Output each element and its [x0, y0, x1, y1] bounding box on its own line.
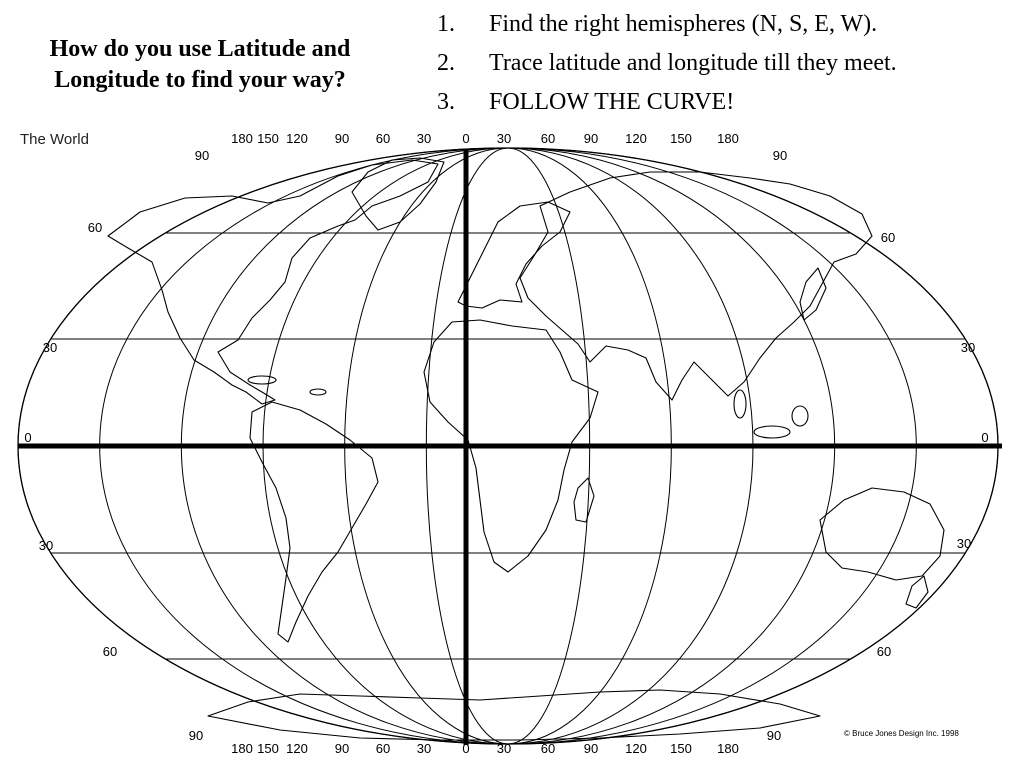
- step-item: [437, 8, 897, 47]
- longitude-label: 150: [670, 741, 692, 756]
- greenland-outline: [352, 158, 444, 230]
- north-america-outline: [108, 160, 438, 404]
- step-text: FOLLOW THE CURVE!: [489, 89, 735, 115]
- longitude-label: 180: [231, 741, 253, 756]
- south-america-outline: [250, 402, 378, 642]
- slide-title: How do you use Latitude and Longitude to find your way?: [49, 36, 351, 93]
- latitude-label: 60: [102, 644, 118, 659]
- longitude-label: 30: [416, 741, 432, 756]
- island-outline: [734, 390, 746, 418]
- step-number: 3.: [437, 89, 455, 115]
- longitude-label: 120: [286, 131, 308, 146]
- island-outline: [754, 426, 790, 438]
- map-title: The World: [20, 131, 89, 148]
- longitude-label: 180: [231, 131, 253, 146]
- corner-label: 90: [194, 148, 210, 163]
- longitude-label: 90: [583, 131, 599, 146]
- longitude-label: 150: [257, 131, 279, 146]
- madagascar-outline: [574, 478, 594, 522]
- longitude-label: 30: [416, 131, 432, 146]
- latitude-label: 30: [42, 340, 58, 355]
- island-outline: [792, 406, 808, 426]
- longitude-label: 0: [462, 741, 470, 756]
- step-text: Find the right hemispheres (N, S, E, W).: [489, 11, 878, 37]
- longitude-label: 60: [540, 741, 556, 756]
- longitude-label: 180: [717, 131, 739, 146]
- step-item: [437, 47, 897, 86]
- corner-label: 90: [766, 728, 782, 743]
- step-item: [437, 86, 897, 125]
- island-outline: [248, 376, 276, 384]
- longitude-label: 150: [257, 741, 279, 756]
- latitude-label: 30: [956, 536, 972, 551]
- longitude-label: 180: [717, 741, 739, 756]
- longitude-label: 60: [375, 131, 391, 146]
- latitude-label: 60: [87, 220, 103, 235]
- step-number: 2.: [437, 50, 455, 76]
- longitude-label: 0: [462, 131, 470, 146]
- longitude-label: 30: [496, 741, 512, 756]
- europe-outline: [458, 202, 570, 308]
- step-number: 1.: [437, 11, 455, 37]
- latitude-label: 30: [38, 538, 54, 553]
- latitude-label: 0: [24, 430, 32, 445]
- longitude-label: 150: [670, 131, 692, 146]
- longitude-label: 120: [625, 131, 647, 146]
- longitude-label: 30: [496, 131, 512, 146]
- latitude-label: 60: [880, 230, 896, 245]
- island-outline: [310, 389, 326, 395]
- latitude-label: 30: [960, 340, 976, 355]
- steps-list: [437, 8, 897, 125]
- latitude-label: 60: [876, 644, 892, 659]
- asia-outline: [520, 172, 872, 400]
- longitude-label: 60: [375, 741, 391, 756]
- map-credit: © Bruce Jones Design Inc. 1998: [844, 729, 959, 738]
- longitude-label: 90: [334, 741, 350, 756]
- latitude-label: 0: [981, 430, 989, 445]
- continent-outlines: [108, 158, 944, 740]
- longitude-label: 120: [286, 741, 308, 756]
- longitude-label: 120: [625, 741, 647, 756]
- longitude-label: 90: [583, 741, 599, 756]
- longitude-label: 90: [334, 131, 350, 146]
- step-text: Trace latitude and longitude till they meet.: [489, 50, 897, 76]
- longitude-label: 60: [540, 131, 556, 146]
- corner-label: 90: [188, 728, 204, 743]
- corner-label: 90: [772, 148, 788, 163]
